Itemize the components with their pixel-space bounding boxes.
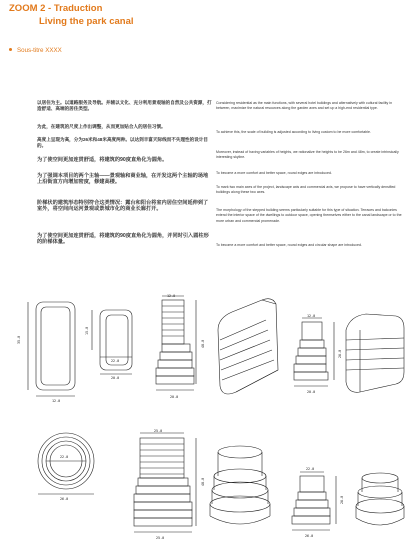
en-paragraph-4: To become a more comfort and better space, round edges are introduced. <box>216 171 332 175</box>
circle-plan-drawing <box>38 433 94 494</box>
dim-label: 26.0 <box>60 497 69 501</box>
en-paragraph-6: The morphology of the stepped building seems particularly suitable for this type of situation. Terraces and balconies extend the interior space of the dwellings to outdoor space, opening themselves either to the canal landscape or to the more urban and commercial promenade. <box>216 208 402 223</box>
dim-label: 12.0 <box>167 294 176 298</box>
dim-label: 22.0 <box>60 455 69 459</box>
plan-drawing-1 <box>28 302 75 396</box>
dim-label: 12.0 <box>307 314 316 318</box>
en-paragraph-1: Considering residential as the main functions, with several hotel buildings and alternatively with cultural facility in between, maximize the natural resources along the garden axes and set up a high-end residential type. <box>216 101 393 111</box>
cn-paragraph-7: 为了使空间更加连贯舒适，将建筑的90度直角化为圆角，并同时引入圆柱形的阶梯体量。 <box>37 233 209 246</box>
axonometric-drawing-3 <box>210 446 270 524</box>
plan-drawing-2 <box>92 310 132 374</box>
cn-paragraph-4: 为了使空间更加连贯舒适，将建筑的90度直角化为圆角。 <box>37 157 168 163</box>
dim-label: 26.0 <box>338 349 342 358</box>
dim-label: 35.0 <box>17 335 21 344</box>
axonometric-drawing-1 <box>218 299 278 394</box>
zoom-title: ZOOM 2 - Traduction <box>9 3 103 14</box>
elevation-drawing-4 <box>292 472 336 530</box>
cn-paragraph-3: 高度上呈现为高，分为26米和48米高度两种。以达到丰富天际线而不失理性的设计目的。 <box>37 137 209 149</box>
dim-label: 22.0 <box>306 467 315 471</box>
dim-label: 25.0 <box>156 536 165 540</box>
dim-label: 20.0 <box>111 376 120 380</box>
en-paragraph-2: To achieve this, the scale of building is adjusted according to living custom to be more comfortable. <box>216 130 371 134</box>
cn-paragraph-6: 阶梯状的建筑形态特别符合这类情况：露台和阳台将室内居住空间延伸到了室外，将空间向运河景观或景城市化的商业长廊打开。 <box>37 200 209 213</box>
dim-label: 26.0 <box>340 495 344 504</box>
cn-paragraph-1: 以居住为主。以道路服务及导航。并辅以文化、充分利用景观轴的自然及公共资源，打造舒适、高端的居住类型。 <box>37 100 212 112</box>
axonometric-drawing-2 <box>346 314 404 392</box>
dim-label: 48.0 <box>201 339 205 348</box>
page-subtitle: Living the park canal <box>39 16 134 27</box>
elevation-drawing-2 <box>294 318 334 386</box>
dim-label: 22.0 <box>111 359 120 363</box>
en-paragraph-5: To mark two main axes of the project, landscape axis and commercial axis, we propose to have vertically densified buildings along these two axes. <box>216 185 396 195</box>
cn-paragraph-5: 为了强调本项目的两个主轴——景观轴和商业轴，在开发这两个主轴的场地上沿街直方向增加密度，修建高楼。 <box>37 173 209 186</box>
en-paragraph-7: To become a more comfort and better space, round edges and circular shape are introduced. <box>216 243 362 247</box>
elevation-drawing-3 <box>134 433 196 532</box>
dim-label: 48.0 <box>201 477 205 486</box>
axonometric-drawing-4 <box>356 473 404 525</box>
cn-paragraph-2: 为此，在建筑的尺度上作出调整，从而更加贴合人的居住习惯。 <box>37 124 166 129</box>
dim-label: 20.0 <box>307 390 316 394</box>
elevation-drawing-1 <box>156 296 196 390</box>
en-paragraph-3: Moreover, instead of having variables of heights, we rationalize the heights to be 26m and 48m, to create intrinsically interesting skyline. <box>216 150 399 160</box>
dim-label: 20.0 <box>170 395 179 399</box>
section-label: Sous-titre XXXX <box>17 47 62 54</box>
dim-label: 25.0 <box>154 429 163 433</box>
dim-label: 15.0 <box>85 326 89 335</box>
dim-label: 12.0 <box>52 399 61 403</box>
dim-label: 26.0 <box>305 534 314 538</box>
